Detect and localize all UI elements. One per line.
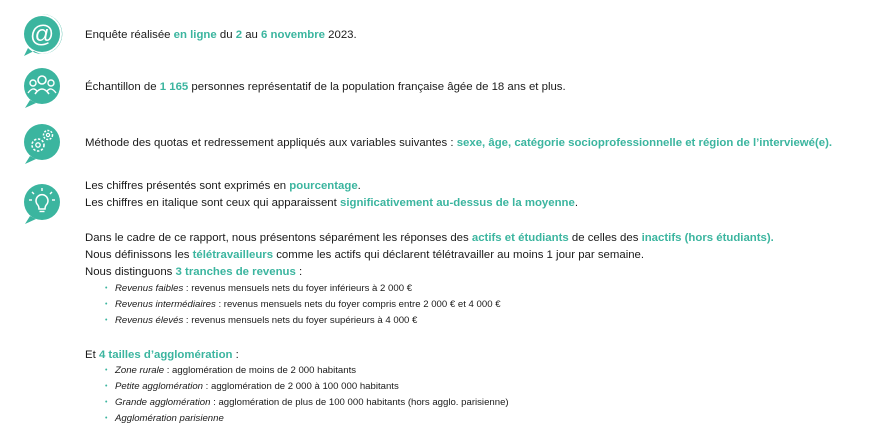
- report-line-3: [85, 265, 302, 279]
- revenus-term: Revenus faibles: [115, 283, 184, 294]
- survey-end-date: 6 novembre: [261, 29, 325, 41]
- report-income-brackets: 3 tranches de revenus: [175, 266, 296, 278]
- figures-text: .: [357, 180, 361, 192]
- report-line-1: [85, 231, 774, 245]
- report-text: Nous définissons les: [85, 249, 193, 261]
- list-item: [105, 315, 418, 327]
- survey-text: au: [242, 29, 262, 41]
- method-text: Méthode des quotas et redressement appliqués aux variables suivantes :: [85, 137, 457, 149]
- revenus-desc: : revenus mensuels nets du foyer supérieurs à 4 000 €: [183, 315, 418, 326]
- figures-unit: pourcentage: [289, 180, 358, 192]
- svg-text:@: @: [29, 21, 55, 48]
- at-sign-icon: [20, 12, 64, 58]
- agglo-intro-line: [85, 348, 239, 362]
- survey-mode: en ligne: [173, 29, 217, 41]
- report-text: comme les actifs qui déclarent télétravailler au moins 1 jour par semaine.: [273, 249, 645, 261]
- list-item: [105, 413, 224, 425]
- agglo-text: :: [232, 349, 239, 361]
- figures-line-1: [85, 179, 361, 193]
- bullet-icon: •: [105, 399, 108, 406]
- survey-text: Enquête réalisée: [85, 29, 174, 41]
- people-icon-badge: [20, 64, 64, 110]
- bullet-icon: •: [105, 285, 108, 292]
- agglo-term: Grande agglomération: [115, 397, 211, 408]
- agglo-text: Et: [85, 349, 99, 361]
- agglo-desc: : agglomération de plus de 100 000 habitants (hors agglo. parisienne): [210, 397, 509, 408]
- report-line-2: [85, 248, 644, 262]
- revenus-desc: : revenus mensuels nets du foyer compris entre 2 000 € et 4 000 €: [215, 299, 501, 310]
- agglo-desc: : agglomération de moins de 2 000 habitants: [164, 365, 357, 376]
- figures-italic-meaning: significativement au-dessus de la moyenne: [339, 197, 575, 209]
- revenus-desc: : revenus mensuels nets du foyer inférieurs à 2 000 €: [183, 283, 413, 294]
- bullet-icon: •: [105, 415, 108, 422]
- list-item: [105, 283, 413, 295]
- report-text: de celles des: [568, 232, 642, 244]
- sample-size: 1 165: [159, 81, 189, 93]
- sample-text: personnes représentatif de la population française âgée de 18 ans et plus.: [188, 81, 566, 93]
- agglo-desc: : agglomération de 2 000 à 100 000 habitants: [203, 381, 399, 392]
- report-teleworkers: télétravailleurs: [192, 249, 274, 261]
- revenus-term: Revenus élevés: [115, 315, 184, 326]
- revenus-term: Revenus intermédiaires: [115, 299, 216, 310]
- method-variables: sexe, âge, catégorie socioprofessionnelle et région de l’interviewé(e).: [456, 137, 833, 149]
- lightbulb-icon-badge: [20, 180, 64, 226]
- list-item: [105, 365, 357, 377]
- bullet-icon: •: [105, 383, 108, 390]
- survey-line: [85, 28, 357, 42]
- gears-icon: [20, 120, 64, 166]
- report-text: :: [295, 266, 303, 278]
- bullet-icon: •: [105, 367, 108, 374]
- agglo-sizes: 4 tailles d’agglomération: [98, 349, 233, 361]
- lightbulb-icon: [20, 180, 64, 226]
- report-group-actifs: actifs et étudiants: [471, 232, 569, 244]
- figures-text: .: [574, 197, 579, 209]
- at-sign-icon-badge: [20, 12, 64, 58]
- sample-line: [85, 80, 566, 94]
- survey-text: 2023.: [325, 29, 357, 41]
- agglo-term: Agglomération parisienne: [115, 413, 224, 424]
- list-item: [105, 397, 509, 409]
- report-text: Dans le cadre de ce rapport, nous présentons séparément les réponses des: [85, 232, 472, 244]
- agglo-term: Petite agglomération: [115, 381, 203, 392]
- report-text: Nous distinguons: [85, 266, 176, 278]
- sample-text: Échantillon de: [85, 81, 160, 93]
- report-group-inactifs: inactifs (hors étudiants).: [641, 232, 774, 244]
- bullet-icon: •: [105, 317, 108, 324]
- list-item: [105, 381, 399, 393]
- people-icon: [20, 64, 64, 110]
- list-item: [105, 299, 501, 311]
- figures-line-2: [85, 196, 578, 210]
- figures-text: Les chiffres présentés sont exprimés en: [85, 180, 290, 192]
- method-line: [85, 136, 832, 150]
- agglo-term: Zone rurale: [115, 365, 165, 376]
- bullet-icon: •: [105, 301, 108, 308]
- gears-icon-badge: [20, 120, 64, 166]
- figures-text: Les chiffres en italique sont ceux qui apparaissent: [85, 197, 340, 209]
- survey-text: du: [216, 29, 236, 41]
- survey-start-day: 2: [235, 29, 243, 41]
